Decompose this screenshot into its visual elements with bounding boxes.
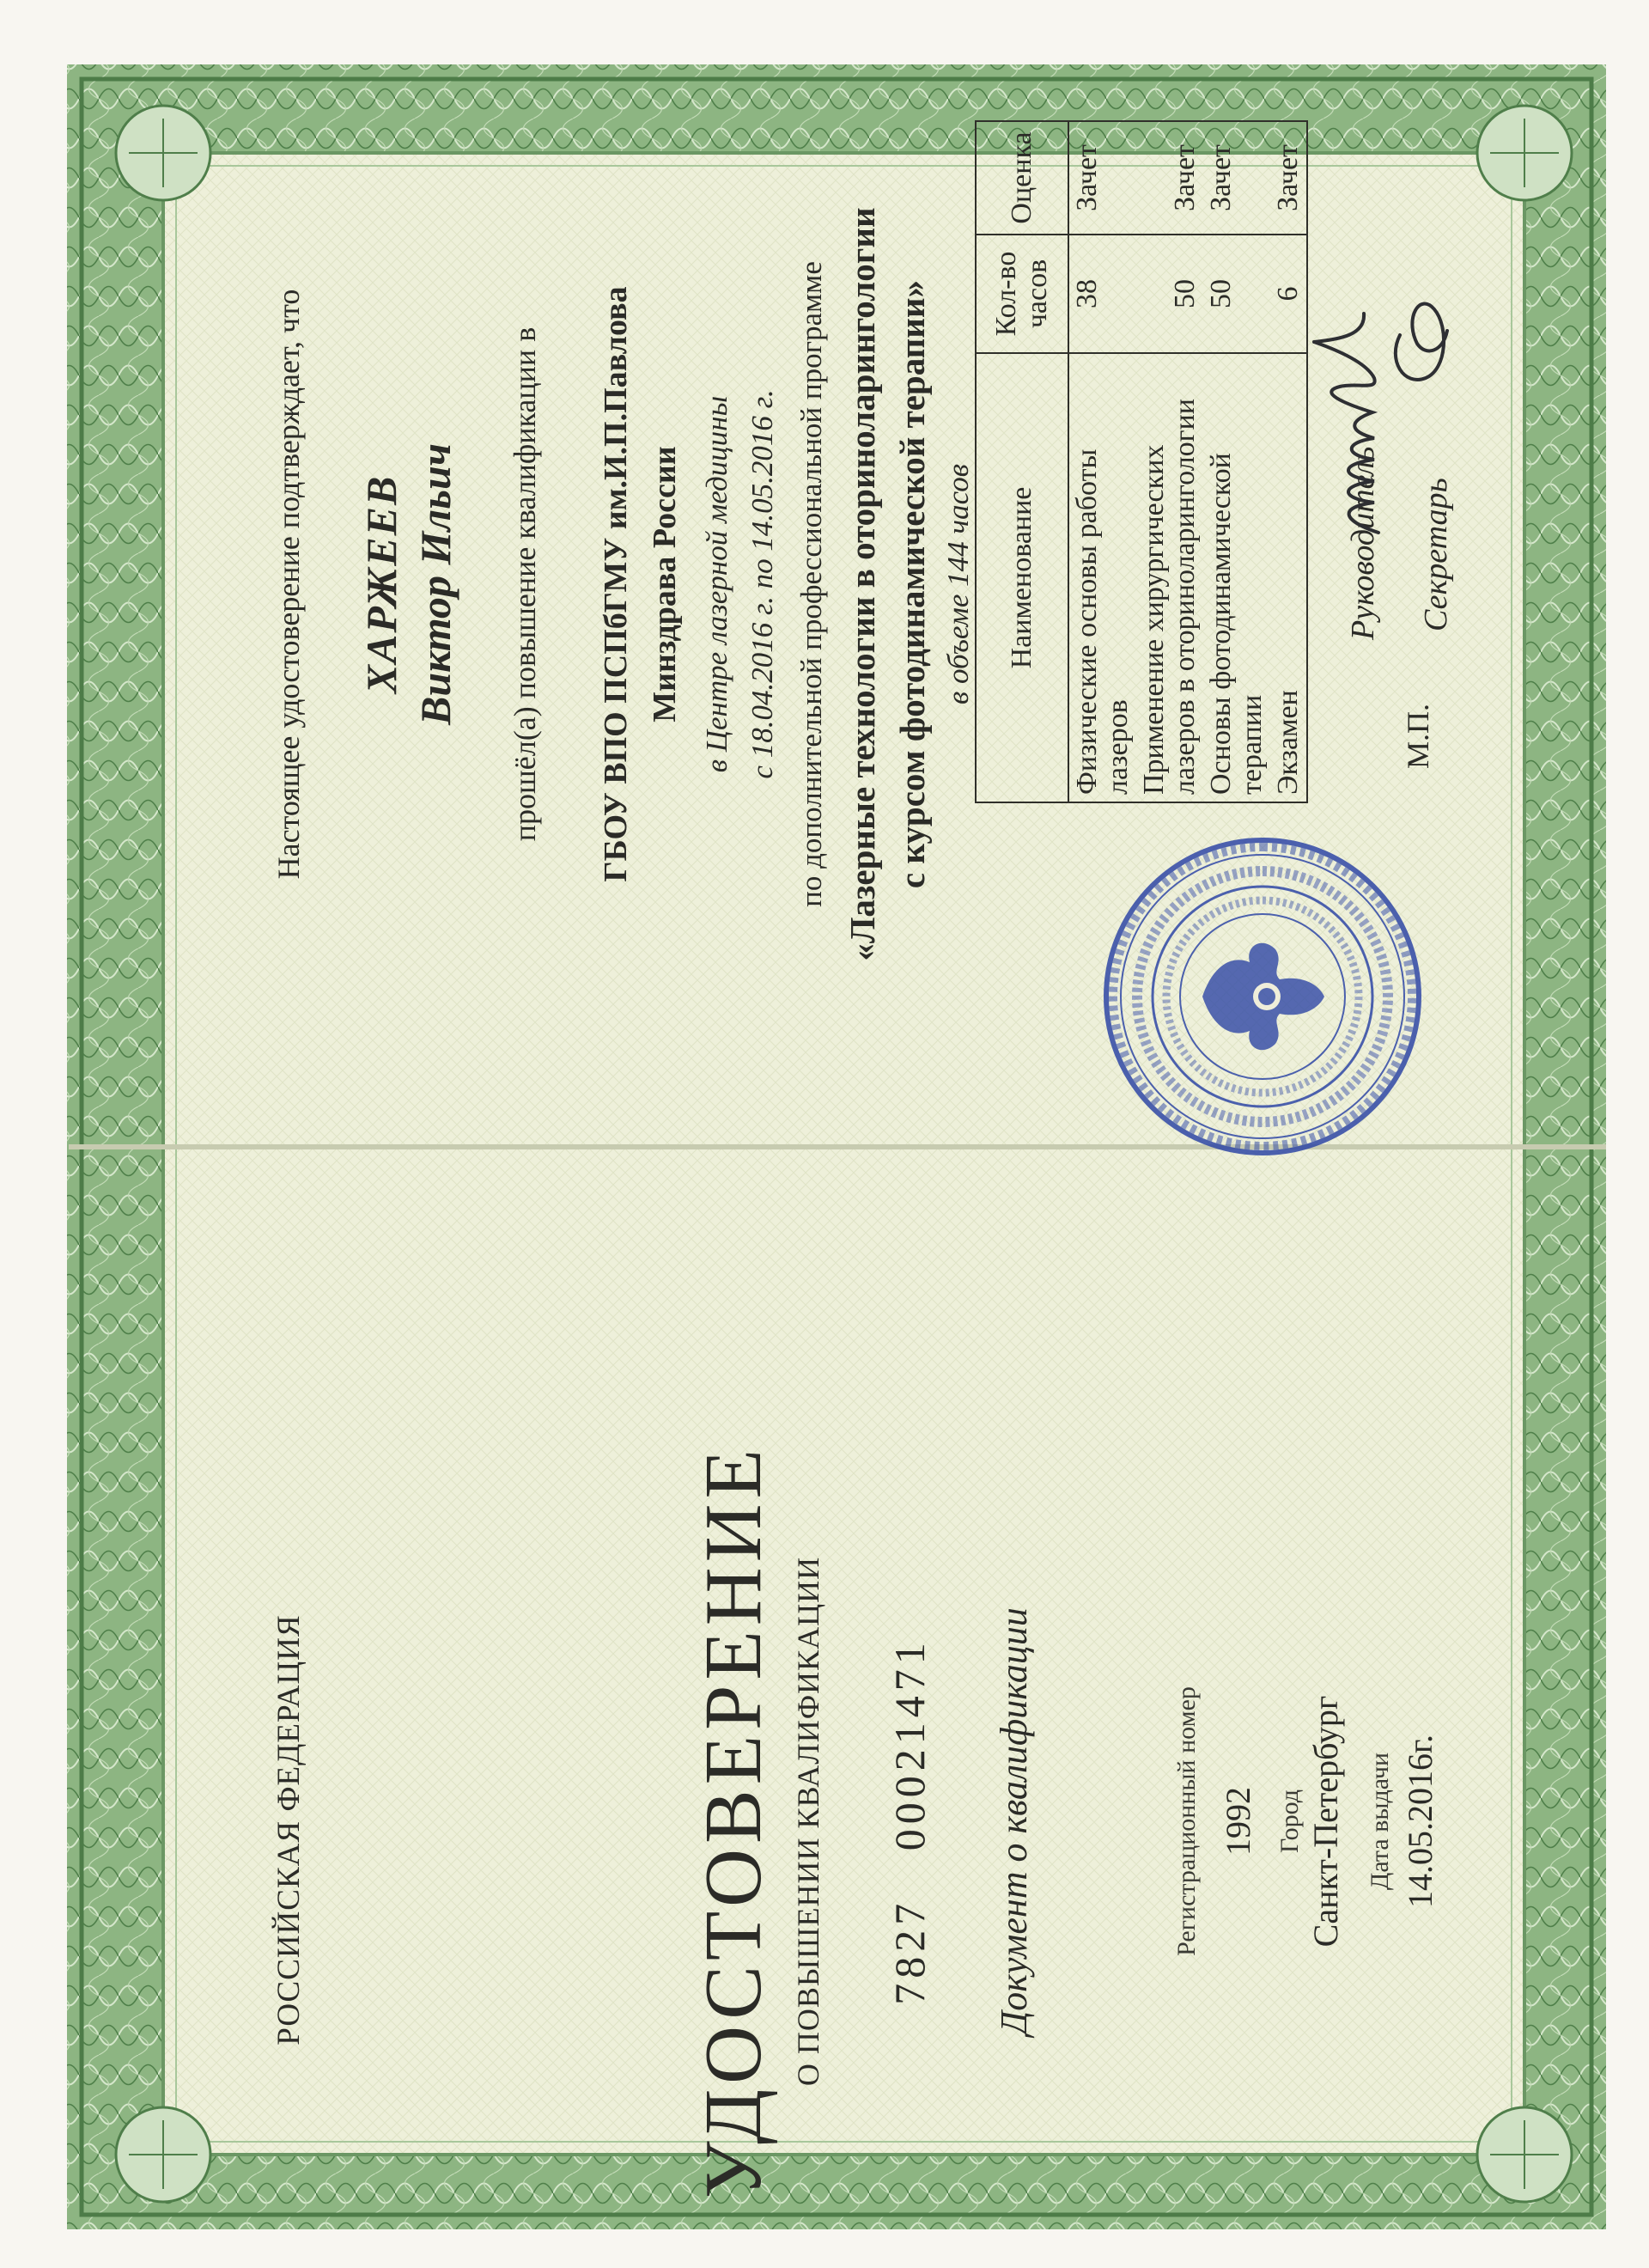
secretary-role-label: Секретарь xyxy=(1418,478,1454,631)
issue-date-label: Дата выдачи xyxy=(1366,1752,1394,1891)
institution-ministry: Минздрава России xyxy=(647,446,683,722)
row-hours: 6 xyxy=(1270,235,1307,353)
table-row xyxy=(1270,121,1307,802)
registration-value: 1992 xyxy=(1219,1787,1257,1856)
issue-date-value: 14.05.2016г. xyxy=(1401,1735,1439,1908)
table-row xyxy=(1068,121,1136,802)
secretary-signature xyxy=(1387,275,1456,438)
holder-given-names: Виктор Ильич xyxy=(411,442,459,726)
row-grade: Зачет xyxy=(1270,121,1307,235)
row-grade: Зачет xyxy=(1136,121,1203,235)
header-hours: Кол-во часов xyxy=(976,235,1068,353)
table-row xyxy=(1136,121,1203,802)
program-volume: в объеме 144 часов xyxy=(941,464,975,704)
row-grade: Зачет xyxy=(1068,121,1136,235)
city-value: Санкт-Петербург xyxy=(1306,1695,1345,1948)
header-name: Наименование xyxy=(976,353,1068,802)
official-seal-icon xyxy=(1099,833,1426,1160)
program-title-line2: с курсом фотодинамической терапии» xyxy=(892,279,932,889)
row-grade: Зачет xyxy=(1203,121,1270,235)
institution-name: ГБОУ ВПО ПСПбГМУ им.И.П.Павлова xyxy=(598,286,634,882)
holder-surname: ХАРЖЕЕВ xyxy=(357,474,405,694)
certificate-title: УДОСТОВЕРЕНИЕ xyxy=(689,1444,778,2198)
training-center: в Центре лазерной медицины xyxy=(700,395,733,773)
serial-number xyxy=(885,1637,934,2005)
row-name: Применение хирургических лазеров в оториноларингологии xyxy=(1136,353,1203,802)
row-hours: 50 xyxy=(1136,235,1203,353)
passed-text: прошёл(а) повышение квалификации в xyxy=(508,326,542,842)
city-label: Город xyxy=(1275,1789,1304,1854)
document-type: Документ о квалификации xyxy=(993,1607,1035,2035)
country-name: РОССИЙСКАЯ ФЕДЕРАЦИЯ xyxy=(271,1614,307,2045)
grades-header-row xyxy=(976,121,1068,802)
head-role-label: Руководитель xyxy=(1345,446,1381,640)
program-intro: по дополнительной профессиональной программе xyxy=(794,261,828,907)
header-grade: Оценка xyxy=(976,121,1068,235)
certificate-subtitle: О ПОВЫШЕНИИ КВАЛИФИКАЦИИ xyxy=(791,1556,825,2087)
row-name: Экзамен xyxy=(1270,353,1307,802)
row-name: Физические основы работы лазеров xyxy=(1068,353,1136,802)
table-row xyxy=(1203,121,1270,802)
seal-place-label: М.П. xyxy=(1401,703,1435,769)
serial-series: 7827 xyxy=(885,1898,934,2005)
serial-digits: 00021471 xyxy=(885,1637,934,1851)
row-hours: 50 xyxy=(1203,235,1270,353)
registration-label: Регистрационный номер xyxy=(1172,1686,1201,1956)
program-title-line1: «Лазерные технологии в оториноларингологии xyxy=(843,207,882,961)
confirm-text: Настоящее удостоверение подтверждает, что xyxy=(271,289,306,880)
grades-table xyxy=(975,120,1308,803)
row-name: Основы фотодинамической терапии xyxy=(1203,353,1270,802)
row-hours: 38 xyxy=(1068,235,1136,353)
training-dates: с 18.04.2016 г. по 14.05.2016 г. xyxy=(745,389,779,779)
